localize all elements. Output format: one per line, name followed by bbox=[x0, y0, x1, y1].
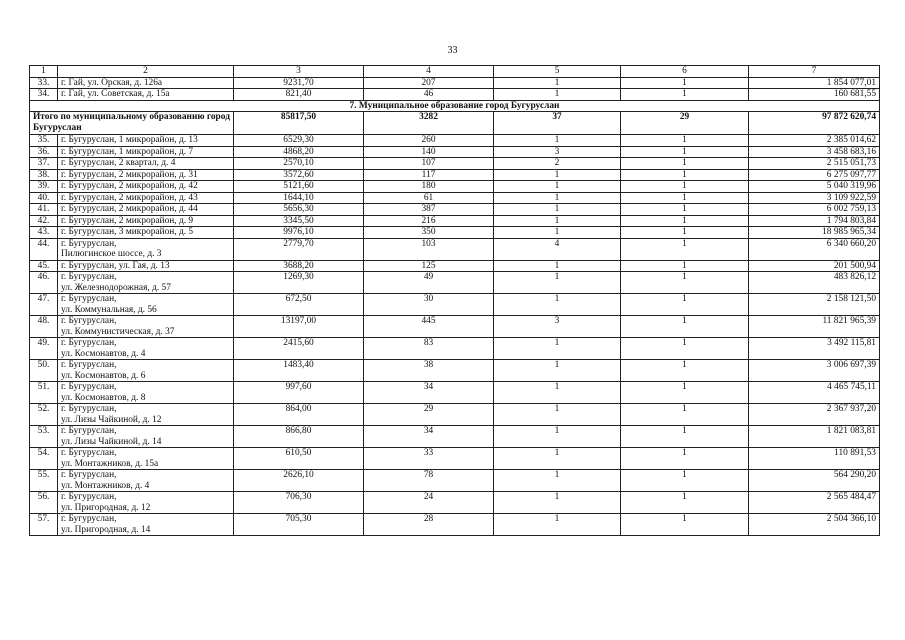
address-line: ул. Пригородная, д. 12 bbox=[61, 502, 151, 513]
cost-cell: 3 492 115,81 bbox=[749, 338, 880, 360]
row-number: 50. bbox=[30, 360, 58, 382]
row-number: 46. bbox=[30, 272, 58, 294]
people-cell: 28 bbox=[364, 514, 494, 536]
column-6-cell: 1 bbox=[621, 360, 749, 382]
people-cell: 140 bbox=[364, 146, 494, 158]
row-number: 43. bbox=[30, 227, 58, 239]
cost-cell: 6 275 097,77 bbox=[749, 169, 880, 181]
table-row bbox=[30, 470, 880, 492]
row-number: 39. bbox=[30, 181, 58, 193]
column-5-cell: 1 bbox=[494, 204, 621, 216]
table-row bbox=[30, 215, 880, 227]
people-cell: 49 bbox=[364, 272, 494, 294]
address-cell bbox=[58, 426, 234, 448]
column-5-cell: 1 bbox=[494, 215, 621, 227]
table-row bbox=[30, 360, 880, 382]
column-number-row bbox=[30, 66, 880, 78]
table-row bbox=[30, 294, 880, 316]
address-cell bbox=[58, 260, 234, 272]
address-line: г. Бугуруслан, 2 микрорайон, д. 43 bbox=[61, 192, 198, 203]
column-5-cell: 1 bbox=[494, 360, 621, 382]
cost-cell: 2 515 051,73 bbox=[749, 158, 880, 170]
area-cell: 706,30 bbox=[234, 492, 364, 514]
table-body bbox=[30, 66, 880, 536]
address-line: г. Бугуруслан, 2 квартал, д. 4 bbox=[61, 158, 176, 168]
area-cell: 3345,50 bbox=[234, 215, 364, 227]
table-row bbox=[30, 382, 880, 404]
table-row bbox=[30, 260, 880, 272]
address-line: г. Бугуруслан, bbox=[61, 492, 117, 502]
address-line: г. Бугуруслан, bbox=[61, 514, 117, 524]
column-5-cell: 1 bbox=[494, 492, 621, 514]
address-line: г. Бугуруслан, bbox=[61, 448, 117, 458]
row-number: 42. bbox=[30, 215, 58, 227]
column-5-cell: 1 bbox=[494, 294, 621, 316]
row-number: 51. bbox=[30, 382, 58, 404]
area-cell: 997,60 bbox=[234, 382, 364, 404]
row-number: 53. bbox=[30, 426, 58, 448]
cost-cell: 2 158 121,50 bbox=[749, 294, 880, 316]
address-cell bbox=[58, 146, 234, 158]
page-number: 33 bbox=[447, 45, 458, 56]
area-cell: 5656,30 bbox=[234, 204, 364, 216]
people-cell: 180 bbox=[364, 181, 494, 193]
people-cell: 78 bbox=[364, 470, 494, 492]
column-6-cell: 1 bbox=[621, 135, 749, 147]
address-cell bbox=[58, 492, 234, 514]
row-number: 52. bbox=[30, 404, 58, 426]
area-cell: 9231,70 bbox=[234, 77, 364, 89]
table-row bbox=[30, 272, 880, 294]
address-line: г. Бугуруслан, bbox=[61, 382, 117, 392]
row-number: 38. bbox=[30, 169, 58, 181]
table-row bbox=[30, 404, 880, 426]
address-line: ул. Космонавтов, д. 4 bbox=[61, 348, 146, 359]
address-line: г. Бугуруслан, bbox=[61, 294, 117, 304]
table-row bbox=[30, 514, 880, 536]
cost-cell: 2 385 014,62 bbox=[749, 135, 880, 147]
cost-cell: 483 826,12 bbox=[749, 272, 880, 294]
area-cell: 3688,20 bbox=[234, 260, 364, 272]
address-cell bbox=[58, 294, 234, 316]
table-row bbox=[30, 158, 880, 170]
address-cell bbox=[58, 404, 234, 426]
cost-cell: 3 109 922,59 bbox=[749, 192, 880, 204]
row-number: 48. bbox=[30, 316, 58, 338]
column-5-cell: 1 bbox=[494, 338, 621, 360]
address-cell bbox=[58, 192, 234, 204]
people-cell: 38 bbox=[364, 360, 494, 382]
column-5-cell: 3 bbox=[494, 146, 621, 158]
people-cell: 34 bbox=[364, 382, 494, 404]
people-cell: 30 bbox=[364, 294, 494, 316]
cost-cell: 2 565 484,47 bbox=[749, 492, 880, 514]
table-row bbox=[30, 181, 880, 193]
address-cell bbox=[58, 204, 234, 216]
address-line: г. Бугуруслан, bbox=[61, 360, 117, 370]
address-cell bbox=[58, 316, 234, 338]
people-cell: 29 bbox=[364, 404, 494, 426]
address-cell bbox=[58, 227, 234, 239]
column-5-cell: 1 bbox=[494, 227, 621, 239]
column-5-cell: 1 bbox=[494, 169, 621, 181]
column-6-cell: 1 bbox=[621, 215, 749, 227]
people-cell: 216 bbox=[364, 215, 494, 227]
row-number: 37. bbox=[30, 158, 58, 170]
column-5-cell: 1 bbox=[494, 514, 621, 536]
people-cell: 83 bbox=[364, 338, 494, 360]
column-6-cell: 1 bbox=[621, 204, 749, 216]
address-line: ул. Пригородная, д. 14 bbox=[61, 524, 151, 535]
address-line: ул. Лизы Чайкиной, д. 12 bbox=[61, 414, 162, 425]
address-line: г. Бугуруслан, bbox=[61, 426, 117, 436]
cost-cell: 1 854 077,01 bbox=[749, 77, 880, 89]
total-row bbox=[30, 112, 880, 135]
area-cell: 13197,00 bbox=[234, 316, 364, 338]
cost-cell: 201 500,94 bbox=[749, 260, 880, 272]
area-cell: 864,00 bbox=[234, 404, 364, 426]
area-cell: 672,50 bbox=[234, 294, 364, 316]
row-number: 57. bbox=[30, 514, 58, 536]
people-cell: 46 bbox=[364, 89, 494, 101]
cost-cell: 6 340 660,20 bbox=[749, 238, 880, 260]
table-row bbox=[30, 192, 880, 204]
column-number: 7 bbox=[749, 66, 880, 78]
row-number: 36. bbox=[30, 146, 58, 158]
column-5-cell: 1 bbox=[494, 272, 621, 294]
column-number: 6 bbox=[621, 66, 749, 78]
column-6-cell: 1 bbox=[621, 338, 749, 360]
column-6-cell: 1 bbox=[621, 181, 749, 193]
address-cell bbox=[58, 169, 234, 181]
row-number: 45. bbox=[30, 260, 58, 272]
column-6-cell: 1 bbox=[621, 294, 749, 316]
address-line: г. Гай, ул. Советская, д. 15а bbox=[61, 89, 170, 99]
table-row bbox=[30, 448, 880, 470]
column-5-cell: 1 bbox=[494, 448, 621, 470]
column-6-cell: 1 bbox=[621, 272, 749, 294]
address-line: г. Бугуруслан, 2 микрорайон, д. 42 bbox=[61, 181, 198, 191]
area-cell: 866,80 bbox=[234, 426, 364, 448]
people-cell: 117 bbox=[364, 169, 494, 181]
area-cell: 2570,10 bbox=[234, 158, 364, 170]
address-line: г. Бугуруслан, bbox=[61, 404, 117, 414]
row-number: 54. bbox=[30, 448, 58, 470]
column-6-cell: 1 bbox=[621, 260, 749, 272]
area-cell: 821,40 bbox=[234, 89, 364, 101]
column-5-cell: 1 bbox=[494, 181, 621, 193]
cost-cell: 5 040 319,96 bbox=[749, 181, 880, 193]
column-6-cell: 1 bbox=[621, 492, 749, 514]
address-line: г. Бугуруслан, ул. Гая, д. 13 bbox=[61, 260, 170, 271]
area-cell: 6529,30 bbox=[234, 135, 364, 147]
area-cell: 1483,40 bbox=[234, 360, 364, 382]
area-cell: 4868,20 bbox=[234, 146, 364, 158]
table-row bbox=[30, 338, 880, 360]
cost-cell: 1 794 803,84 bbox=[749, 215, 880, 227]
total-cost: 97 872 620,74 bbox=[749, 112, 880, 135]
cost-cell: 2 367 937,20 bbox=[749, 404, 880, 426]
table-row bbox=[30, 492, 880, 514]
address-line: г. Бугуруслан, 2 микрорайон, д. 31 bbox=[61, 169, 198, 180]
cost-cell: 3 458 683,16 bbox=[749, 146, 880, 158]
column-number: 3 bbox=[234, 66, 364, 78]
address-cell bbox=[58, 215, 234, 227]
table-row bbox=[30, 89, 880, 101]
address-cell bbox=[58, 382, 234, 404]
total-label: Итого по муниципальному образованию город Бугуруслан bbox=[30, 112, 234, 135]
people-cell: 445 bbox=[364, 316, 494, 338]
address-line: ул. Лизы Чайкиной, д. 14 bbox=[61, 436, 162, 447]
total-people: 3282 bbox=[364, 112, 494, 135]
column-6-cell: 1 bbox=[621, 238, 749, 260]
column-5-cell: 1 bbox=[494, 404, 621, 426]
address-line: г. Бугуруслан, 1 микрорайон, д. 7 bbox=[61, 146, 194, 157]
address-line: ул. Коммунальная, д. 56 bbox=[61, 304, 157, 315]
section-title: 7. Муниципальное образование город Бугуруслан bbox=[30, 100, 880, 112]
column-5-cell: 1 bbox=[494, 470, 621, 492]
area-cell: 610,50 bbox=[234, 448, 364, 470]
table-row bbox=[30, 169, 880, 181]
column-5-cell: 1 bbox=[494, 192, 621, 204]
address-cell bbox=[58, 470, 234, 492]
cost-cell: 18 985 965,34 bbox=[749, 227, 880, 239]
cost-cell: 2 504 366,10 bbox=[749, 514, 880, 536]
row-number: 56. bbox=[30, 492, 58, 514]
row-number: 44. bbox=[30, 238, 58, 260]
column-6-cell: 1 bbox=[621, 77, 749, 89]
column-6-cell: 1 bbox=[621, 316, 749, 338]
area-cell: 1269,30 bbox=[234, 272, 364, 294]
row-number: 35. bbox=[30, 135, 58, 147]
people-cell: 33 bbox=[364, 448, 494, 470]
people-cell: 24 bbox=[364, 492, 494, 514]
address-cell bbox=[58, 158, 234, 170]
cost-cell: 1 821 083,81 bbox=[749, 426, 880, 448]
table-row bbox=[30, 146, 880, 158]
cost-cell: 11 821 965,39 bbox=[749, 316, 880, 338]
address-line: г. Бугуруслан, bbox=[61, 238, 117, 249]
address-line: г. Бугуруслан, 1 микрорайон, д. 13 bbox=[61, 135, 198, 145]
area-cell: 3572,60 bbox=[234, 169, 364, 181]
people-cell: 107 bbox=[364, 158, 494, 170]
people-cell: 34 bbox=[364, 426, 494, 448]
address-cell bbox=[58, 514, 234, 536]
address-line: ул. Космонавтов, д. 6 bbox=[61, 370, 146, 381]
address-line: г. Бугуруслан, 2 микрорайон, д. 9 bbox=[61, 215, 194, 226]
address-cell bbox=[58, 181, 234, 193]
section-row bbox=[30, 100, 880, 112]
people-cell: 207 bbox=[364, 77, 494, 89]
total-column-6: 29 bbox=[621, 112, 749, 135]
address-line: ул. Монтажников, д. 4 bbox=[61, 480, 150, 491]
column-6-cell: 1 bbox=[621, 514, 749, 536]
column-6-cell: 1 bbox=[621, 404, 749, 426]
address-line: ул. Железнодорожная, д. 57 bbox=[61, 282, 171, 293]
area-cell: 2626,10 bbox=[234, 470, 364, 492]
column-5-cell: 1 bbox=[494, 135, 621, 147]
address-line: ул. Монтажников, д. 15а bbox=[61, 458, 159, 469]
column-6-cell: 1 bbox=[621, 470, 749, 492]
table-row bbox=[30, 316, 880, 338]
column-5-cell: 1 bbox=[494, 260, 621, 272]
people-cell: 350 bbox=[364, 227, 494, 239]
column-5-cell: 1 bbox=[494, 426, 621, 448]
table-row bbox=[30, 227, 880, 239]
people-cell: 125 bbox=[364, 260, 494, 272]
column-6-cell: 1 bbox=[621, 227, 749, 239]
address-line: г. Гай, ул. Орская, д. 126а bbox=[61, 77, 163, 88]
row-number: 41. bbox=[30, 204, 58, 216]
table-row bbox=[30, 238, 880, 260]
column-5-cell: 1 bbox=[494, 89, 621, 101]
cost-cell: 3 006 697,39 bbox=[749, 360, 880, 382]
total-area: 85817,50 bbox=[234, 112, 364, 135]
area-cell: 5121,60 bbox=[234, 181, 364, 193]
total-column-5: 37 bbox=[494, 112, 621, 135]
column-5-cell: 1 bbox=[494, 77, 621, 89]
address-line: г. Бугуруслан, bbox=[61, 272, 117, 282]
address-cell bbox=[58, 238, 234, 260]
address-cell bbox=[58, 272, 234, 294]
registry-table bbox=[29, 65, 880, 536]
column-6-cell: 1 bbox=[621, 426, 749, 448]
area-cell: 2415,60 bbox=[234, 338, 364, 360]
table-row bbox=[30, 135, 880, 147]
area-cell: 705,30 bbox=[234, 514, 364, 536]
row-number: 47. bbox=[30, 294, 58, 316]
column-6-cell: 1 bbox=[621, 192, 749, 204]
address-line: г. Бугуруслан, bbox=[61, 470, 117, 480]
address-cell bbox=[58, 338, 234, 360]
table-row bbox=[30, 426, 880, 448]
column-6-cell: 1 bbox=[621, 169, 749, 181]
table-row bbox=[30, 77, 880, 89]
address-cell bbox=[58, 89, 234, 101]
area-cell: 9976,10 bbox=[234, 227, 364, 239]
row-number: 49. bbox=[30, 338, 58, 360]
column-5-cell: 2 bbox=[494, 158, 621, 170]
address-line: г. Бугуруслан, 3 микрорайон, д. 5 bbox=[61, 227, 194, 237]
row-number: 55. bbox=[30, 470, 58, 492]
column-5-cell: 4 bbox=[494, 238, 621, 260]
address-line: г. Бугуруслан, 2 микрорайон, д. 44 bbox=[61, 204, 198, 214]
column-6-cell: 1 bbox=[621, 89, 749, 101]
people-cell: 260 bbox=[364, 135, 494, 147]
cost-cell: 564 290,20 bbox=[749, 470, 880, 492]
address-line: г. Бугуруслан, bbox=[61, 338, 117, 348]
column-5-cell: 3 bbox=[494, 316, 621, 338]
table-row bbox=[30, 204, 880, 216]
address-cell bbox=[58, 135, 234, 147]
people-cell: 61 bbox=[364, 192, 494, 204]
column-6-cell: 1 bbox=[621, 146, 749, 158]
address-cell bbox=[58, 77, 234, 89]
people-cell: 387 bbox=[364, 204, 494, 216]
row-number: 33. bbox=[30, 77, 58, 89]
address-line: г. Бугуруслан, bbox=[61, 316, 117, 326]
address-line: ул. Космонавтов, д. 8 bbox=[61, 392, 146, 403]
address-line: Пилюгинское шоссе, д. 3 bbox=[61, 249, 162, 259]
row-number: 34. bbox=[30, 89, 58, 101]
address-cell bbox=[58, 360, 234, 382]
cost-cell: 6 002 759,13 bbox=[749, 204, 880, 216]
column-6-cell: 1 bbox=[621, 448, 749, 470]
cost-cell: 110 891,53 bbox=[749, 448, 880, 470]
column-number: 5 bbox=[494, 66, 621, 78]
column-5-cell: 1 bbox=[494, 382, 621, 404]
column-6-cell: 1 bbox=[621, 158, 749, 170]
address-line: ул. Коммунистическая, д. 37 bbox=[61, 326, 175, 337]
people-cell: 103 bbox=[364, 238, 494, 260]
cost-cell: 4 465 745,11 bbox=[749, 382, 880, 404]
column-number: 4 bbox=[364, 66, 494, 78]
column-number: 2 bbox=[58, 66, 234, 78]
column-6-cell: 1 bbox=[621, 382, 749, 404]
area-cell: 1644,10 bbox=[234, 192, 364, 204]
column-number: 1 bbox=[30, 66, 58, 78]
area-cell: 2779,70 bbox=[234, 238, 364, 260]
address-cell bbox=[58, 448, 234, 470]
row-number: 40. bbox=[30, 192, 58, 204]
cost-cell: 160 681,55 bbox=[749, 89, 880, 101]
